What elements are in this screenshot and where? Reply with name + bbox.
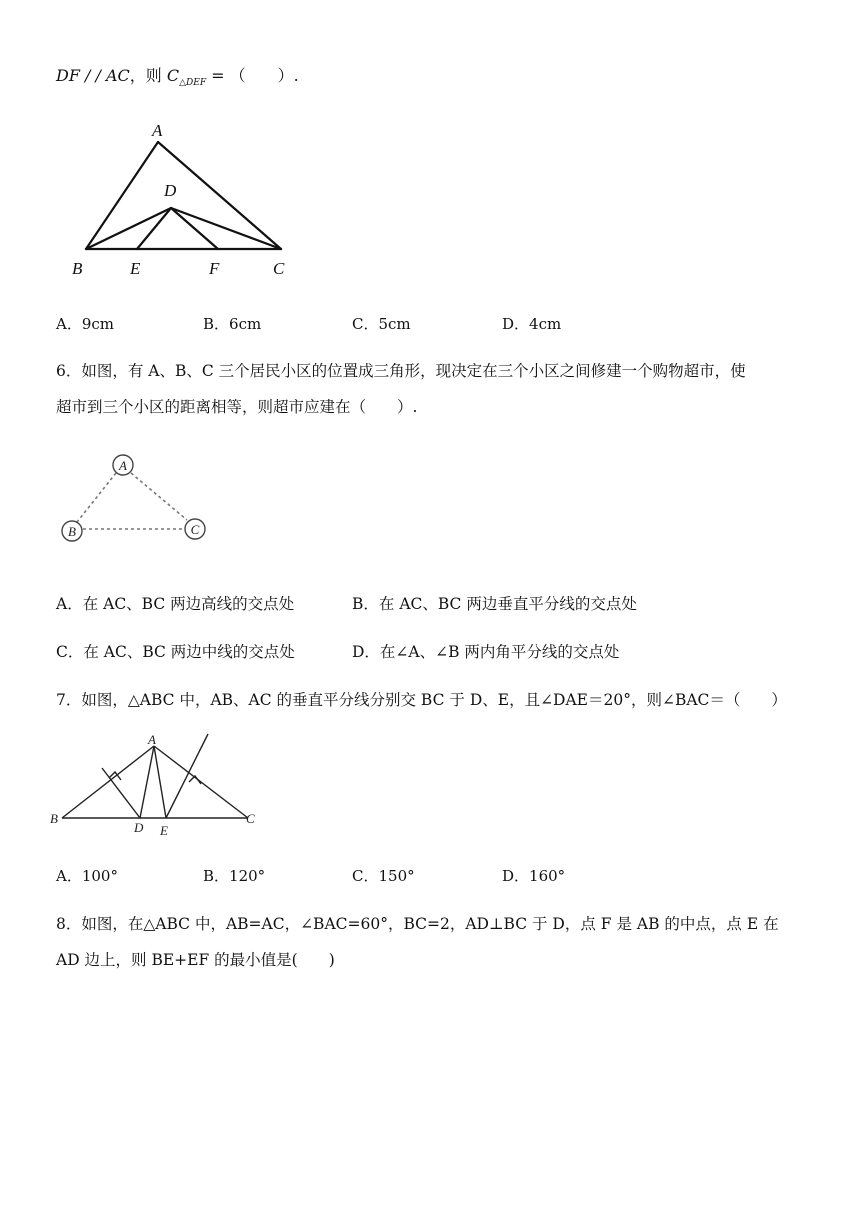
q7-option-a: A．100° xyxy=(56,867,118,885)
q7-label-d: D xyxy=(134,820,144,835)
q6-option-b: B．在 AC、BC 两边垂直平分线的交点处 xyxy=(352,595,637,613)
q5-stem-c: C xyxy=(166,66,180,85)
q5-label-a: A xyxy=(152,121,163,140)
q5-option-d: D．4cm xyxy=(502,315,562,333)
q5-stem-end: = （ ）. xyxy=(211,66,299,85)
q8-stem-line2: AD 边上，则 BE+EF 的最小值是( ) xyxy=(56,951,335,969)
q6-option-a: A．在 AC、BC 两边高线的交点处 xyxy=(56,595,295,613)
q5-option-b: B．6cm xyxy=(203,315,262,333)
q7-stem: 7．如图，△ABC 中，AB、AC 的垂直平分线分别交 BC 于 D、E，且∠DAE＝20°，则∠BAC＝（ ） xyxy=(56,691,787,709)
q5-label-e: E xyxy=(130,259,141,278)
q7-label-e: E xyxy=(160,823,168,838)
q6-option-d: D．在∠A、∠B 两内角平分线的交点处 xyxy=(352,643,620,661)
q5-option-a: A．9cm xyxy=(56,315,115,333)
q5-stem-subscript: △DEF xyxy=(179,78,207,89)
q5-label-b: B xyxy=(72,259,83,278)
q6-stem-line2: 超市到三个小区的距离相等，则超市应建在（ ）. xyxy=(56,398,418,416)
q7-label-b: B xyxy=(50,811,58,826)
q6-option-c: C．在 AC、BC 两边中线的交点处 xyxy=(56,643,295,661)
q7-label-a: A xyxy=(148,732,156,747)
q7-label-c: C xyxy=(246,811,255,826)
q5-label-d: D xyxy=(164,181,177,200)
q7-option-b: B．120° xyxy=(203,867,266,885)
q5-stem-mid: ，则 xyxy=(129,66,162,85)
q6-figure xyxy=(58,452,218,547)
q5-option-c: C．5cm xyxy=(352,315,411,333)
q7-option-c: C．150° xyxy=(352,867,415,885)
q5-stem-prefix: DF / / AC xyxy=(56,66,130,85)
q7-option-d: D．160° xyxy=(502,867,566,885)
q7-figure xyxy=(48,734,268,844)
q8-stem-line1: 8．如图，在△ABC 中，AB=AC，∠BAC=60°，BC=2，AD⊥BC 于 D，点 F 是 AB 的中点，点 E 在 xyxy=(56,915,779,933)
q5-label-f: F xyxy=(209,259,220,278)
q6-label-b: B xyxy=(68,524,76,539)
q5-stem xyxy=(56,66,299,93)
q6-label-c: C xyxy=(190,522,200,537)
q5-figure xyxy=(60,118,320,288)
q5-label-c: C xyxy=(273,259,285,278)
q6-stem-line1: 6．如图，有 A、B、C 三个居民小区的位置成三角形，现决定在三个小区之间修建一个购物超市，使 xyxy=(56,362,746,380)
q6-label-a: A xyxy=(119,458,127,473)
